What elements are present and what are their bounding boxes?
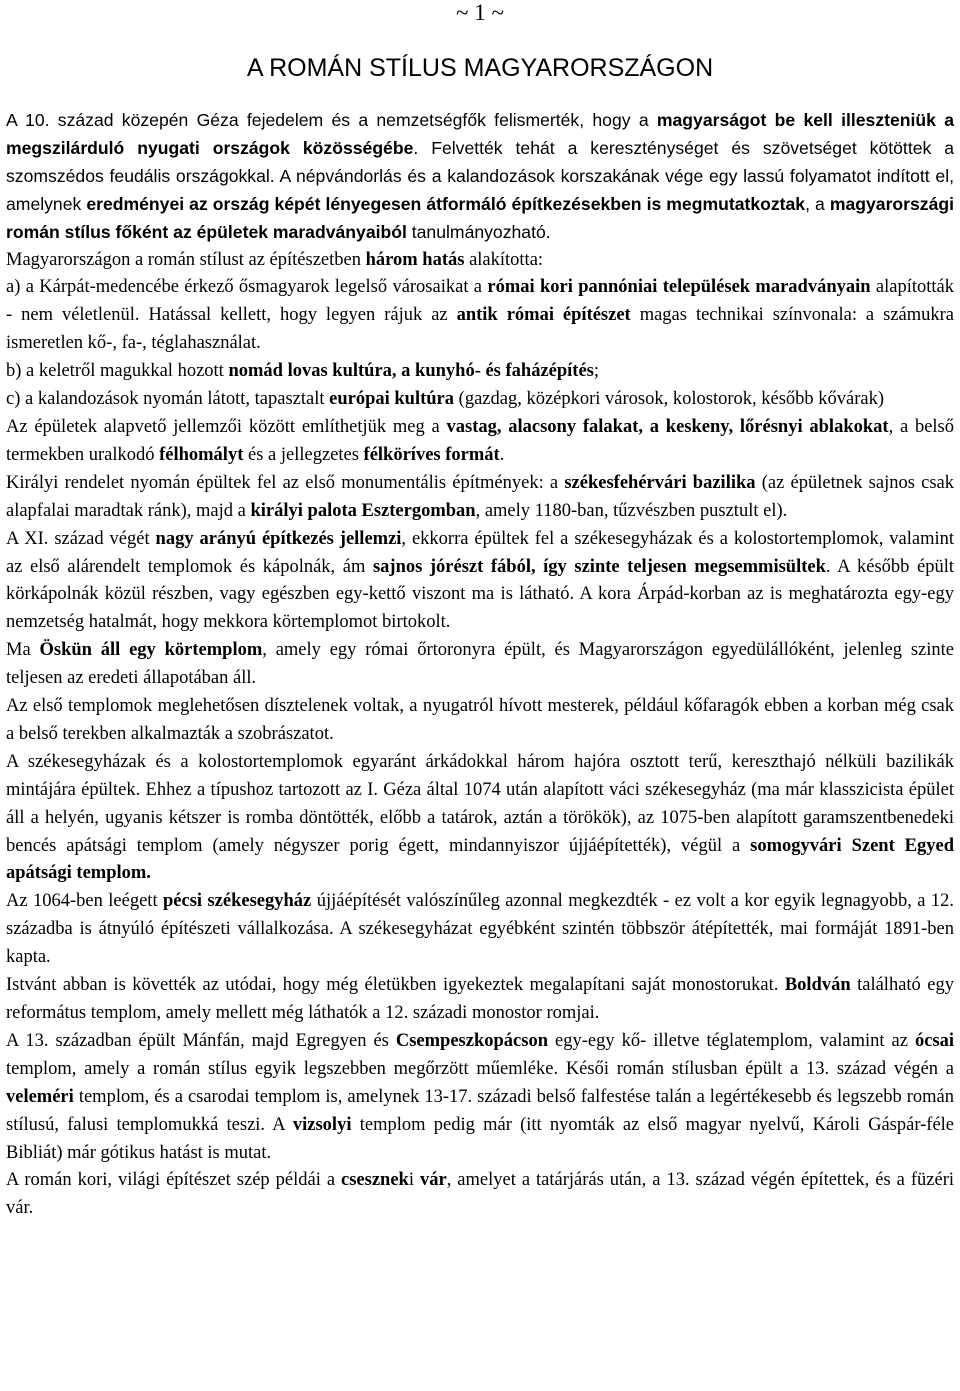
text-run: templom, és a csarodai templom is, amelynek 13-17. századi belső falfestése talán a legértékesebb és legszebb román stílusú, falusi templomukká teszi. A — [6, 1086, 954, 1135]
bold-text: királyi palota Esztergomban — [250, 500, 476, 521]
bold-text: vizsolyi — [292, 1114, 352, 1135]
bold-text: somogyvári Szent Egyed apátsági templom. — [6, 835, 954, 884]
bold-text: vár — [419, 1170, 447, 1191]
bold-text: félhomályt — [159, 444, 244, 465]
text-run: c) a kalandozások nyomán látott, tapasztalt — [6, 389, 330, 410]
text-run: , a belső termekben uralkodó — [6, 416, 954, 465]
paragraph — [6, 972, 954, 1028]
text-run: A székesegyházak és a kolostortemplomok egyaránt árkádokkal három hajóra osztott terű, kereszthajó nélküli bazilikák mintájára épültek. Ehhez a típushoz tartozott az I. Géza által 1074 után alapított váci székesegyház (ma már klasszicista épület áll a helyén, ugyanis kétszer is romba döntötték, előbb a tatárok, aztán a törökök), az 1075-ben alapított garamszentbenedeki bencés apátsági templom (amely négyszer porig égett, mindannyiszor újjáépítették), végül a — [6, 751, 954, 856]
bold-text: nagy arányú építkezés jellemzi — [155, 528, 402, 549]
text-run: . Felvették tehát a kereszténységet és szövetséget kötöttek a szomszédos feudális országokkal. A népvándorlás és a kalandozások korszakának vége egy lassú folyamatot indított el, amelynek — [6, 137, 954, 214]
paragraph — [6, 749, 954, 889]
text-run: A román kori, világi építészet szép példái a — [6, 1170, 342, 1191]
document-body — [6, 107, 954, 1223]
bold-text: veleméri — [6, 1086, 74, 1107]
bold-text: európai kultúra — [329, 389, 455, 410]
text-run: , amelyet a tatárjárás után, a 13. század végén építettek, és a füzéri vár. — [6, 1170, 954, 1219]
text-run: , a — [805, 193, 830, 214]
bold-text: antik római építészet — [456, 305, 631, 326]
paragraph — [6, 526, 954, 638]
bold-text: Öskün áll egy körtemplom — [39, 640, 263, 661]
text-run: újjáépítését valószínűleg azonnal megkezdték - ez volt a kor egyik legnagyobb, a 12. századba is átnyúló építészeti vállalkozása. A székesegyházat egyébként szintén többször átépítették, mai formáját 1891-ben kapta. — [6, 891, 954, 968]
text-run: a) a Kárpát-medencébe érkező ősmagyarok legelső városaikat a — [6, 277, 488, 298]
text-run: Ma — [6, 640, 40, 661]
bold-text: félköríves formát — [363, 444, 500, 465]
text-run: A 13. században épült Mánfán, majd Egregyen és — [6, 1030, 396, 1051]
paragraph — [6, 274, 954, 358]
text-run: . A később épült körkápolnák közül részben, vagy egészben egy-kettő viszont ma is látható. A kora Árpád-korban az is meghatározta egy-egy nemzetség hatalmát, hogy mekkora körtemplomot birtokolt. — [6, 556, 954, 633]
bold-text: magyarságot be kell illeszteniük a megszilárduló nyugati országok közösségébe — [6, 110, 954, 158]
page-number: ~ 1 ~ — [456, 0, 504, 25]
text-run: Királyi rendelet nyomán épültek fel az első monumentális építmények: a — [6, 472, 565, 493]
paragraph — [6, 470, 954, 526]
text-run: ; — [593, 361, 600, 382]
text-run: Az épületek alapvető jellemzői között említhetjük meg a — [6, 416, 447, 437]
text-run: magas technikai színvonala: a számukra ismeretlen kő-, fa-, téglahasználat. — [6, 305, 955, 354]
text-run: Az 1064-ben leégett — [6, 891, 164, 912]
paragraph — [6, 414, 954, 470]
bold-text: római kori pannóniai települések maradványain — [487, 277, 871, 298]
paragraph — [6, 1028, 954, 1168]
paragraph — [6, 1167, 954, 1223]
bold-text: három hatás — [365, 249, 465, 270]
text-run: templom pedig már (itt nyomták az első magyar nyelvű, Károli Gáspár-féle Bibliát) már gótikus hatást is mutat. — [6, 1114, 955, 1163]
page-title: A ROMÁN STÍLUS MAGYARORSZÁGON — [246, 54, 714, 82]
text-run: templom, amely a román stílus egyik legszebben megőrzött műemléke. Késői román stílusban épült a 13. század végén a — [6, 1058, 954, 1079]
bold-text: eredményei az ország képét lényegesen átformáló építkezésekben is megmutatkoztak — [86, 193, 806, 214]
paragraph — [6, 888, 954, 972]
bold-text: nomád lovas kultúra, a kunyhó- és faházépítés — [228, 361, 594, 382]
text-run: alapították - nem véletlenül. Hatással kellett, hogy legyen rájuk az — [6, 277, 954, 326]
paragraph — [6, 386, 954, 414]
text-run: A 10. század közepén Géza fejedelem és a nemzetségfők felismerték, hogy a — [6, 110, 657, 130]
paragraph — [6, 247, 954, 275]
paragraph — [6, 637, 954, 693]
text-run: található egy református templom, amely mellett még láthatók a 12. századi monostor romjai. — [6, 975, 954, 1023]
text-run: Istvánt abban is követték az utódai, hogy még életükben igyekeztek megalapítani saját monostorukat. — [6, 975, 785, 996]
text-run: A XI. század végét — [6, 528, 156, 549]
text-run: i — [408, 1170, 420, 1191]
text-run: alakította: — [464, 249, 544, 270]
text-run: Magyarországon a román stílust az építészetben — [6, 249, 366, 270]
bold-text: székesfehérvári bazilika — [564, 472, 756, 493]
text-run: , amely 1180-ban, tűzvészben pusztult el). — [475, 500, 788, 521]
text-run: Az első templomok meglehetősen dísztelenek voltak, a nyugatról hívott mesterek, például kőfaragók ebben a korban még csak a belső terekben alkalmazták a szobrászatot. — [6, 696, 954, 744]
bold-text: Boldván — [784, 975, 851, 996]
text-run: tanulmányozható. — [406, 221, 551, 242]
bold-text: Csempeszkopácson — [395, 1030, 548, 1051]
bold-text: vastag, alacsony falakat, a keskeny, lőrésnyi ablakokat — [446, 416, 889, 437]
bold-text: magyarországi román stílus főként az épületek maradványaiból — [6, 193, 955, 242]
text-run: b) a keletről magukkal hozott — [6, 361, 229, 382]
text-run: , ekkorra épültek fel a székesegyházak és a kolostortemplomok, valamint az első alárendelt templomok és kápolnák, ám — [6, 528, 955, 577]
text-run: (gazdag, középkori városok, kolostorok, később kővárak) — [454, 389, 885, 410]
paragraph — [6, 107, 954, 247]
text-run: és a jellegzetes — [243, 444, 364, 465]
bold-text: sajnos jórészt fából, így szinte teljesen megsemmisültek — [372, 556, 826, 577]
paragraph — [6, 693, 954, 749]
bold-text: ócsai — [914, 1030, 955, 1051]
text-run: egy-egy kő- illetve téglatemplom, valamint az — [548, 1030, 915, 1051]
bold-text: pécsi székesegyház — [163, 891, 312, 912]
text-run: . — [499, 444, 505, 465]
paragraph — [6, 358, 954, 386]
text-run: , amely egy római őrtoronyra épült, és Magyarországon egyedülállóként, jelenleg szinte teljesen az eredeti állapotában áll. — [6, 640, 954, 689]
bold-text: csesznek — [341, 1170, 409, 1191]
text-run: (az épületnek sajnos csak alapfalai maradtak ránk), majd a — [6, 472, 954, 521]
